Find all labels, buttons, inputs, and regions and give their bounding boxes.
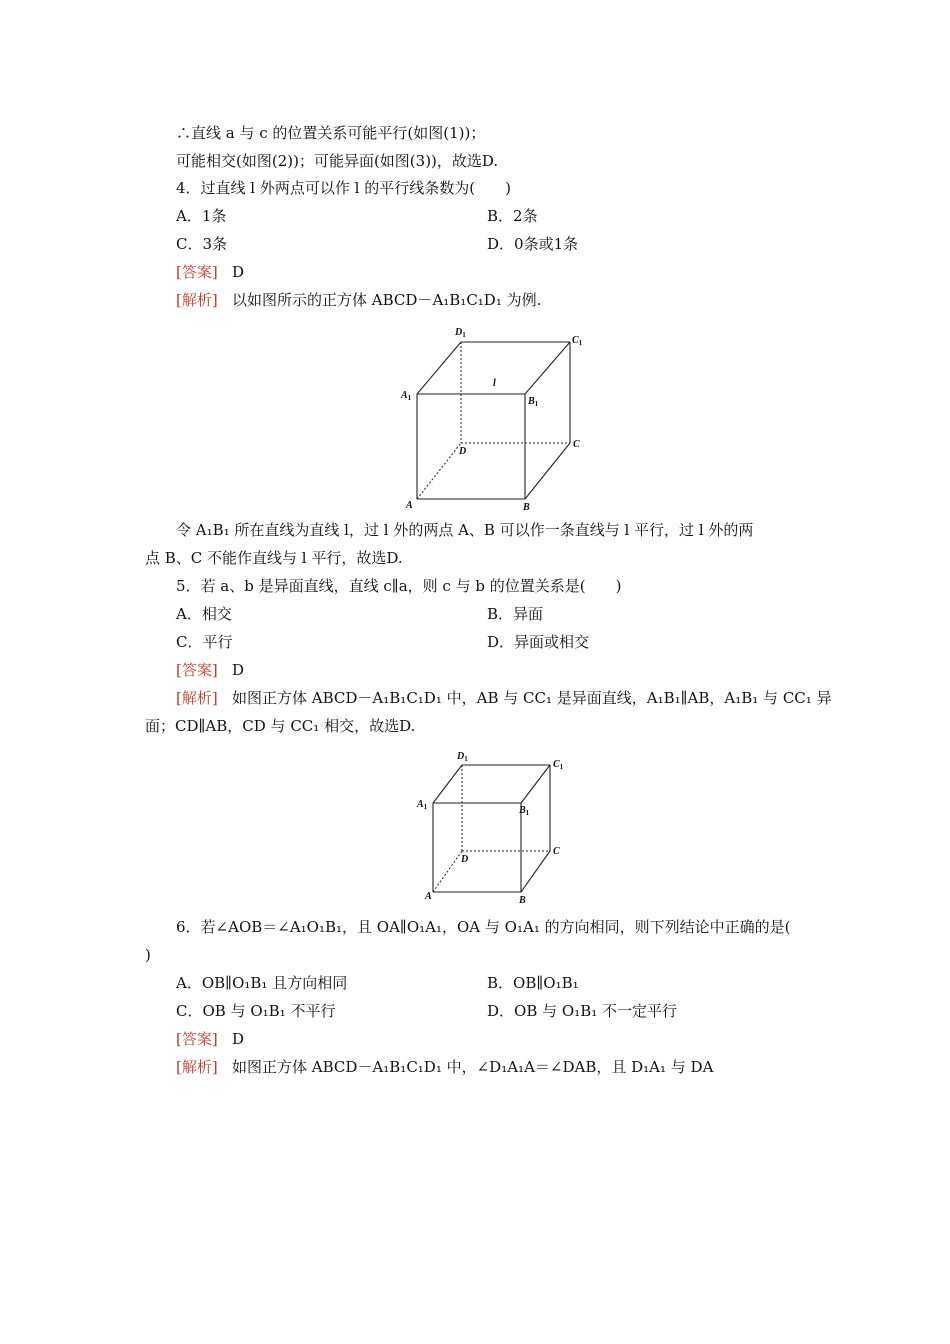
analysis-line	[176, 290, 541, 310]
option-a: A．1条	[176, 207, 227, 225]
answer-tag: [答案]	[176, 263, 218, 281]
label-b1: $B_1$	[519, 805, 530, 817]
label-b: B	[523, 502, 530, 512]
label-a1: $A_1$	[417, 799, 428, 811]
label-a: A	[425, 891, 432, 902]
option-d: D．0条或1条	[487, 235, 579, 253]
label-b: B	[519, 895, 526, 905]
option-a: A．相交	[176, 605, 232, 623]
question-4: 4．过直线 l 外两点可以作 l 的平行线条数为( )	[176, 179, 511, 197]
answer-value: D	[232, 661, 245, 679]
option-c: C．3条	[176, 235, 228, 253]
label-c1: $C_1$	[553, 759, 564, 771]
label-b1: $B_1$	[528, 396, 539, 408]
label-d1: $D_1$	[457, 751, 468, 763]
analysis-line: 面；CD∥AB，CD 与 CC₁ 相交，故选D.	[145, 717, 416, 735]
option-b: B．2条	[487, 207, 538, 225]
text-line: ∴直线 a 与 c 的位置关系可能平行(如图(1))；	[176, 124, 486, 142]
explanation-line: 点 B、C 不能作直线与 l 平行，故选D.	[145, 549, 403, 567]
label-a1: $A_1$	[401, 390, 412, 402]
option-b: B．异面	[487, 605, 544, 623]
answer-value: D	[232, 263, 245, 281]
label-c: C	[573, 439, 580, 450]
analysis-tag: [解析]	[176, 1058, 218, 1076]
answer-line	[176, 660, 244, 680]
text-line: 可能相交(如图(2))；可能异面(如图(3))，故选D.	[176, 152, 499, 170]
label-d: D	[459, 446, 467, 457]
answer-tag: [答案]	[176, 661, 218, 679]
analysis-line	[176, 688, 832, 708]
option-d: D．OB 与 O₁B₁ 不一定平行	[487, 1002, 677, 1020]
answer-line	[176, 262, 244, 282]
answer-value: D	[232, 1030, 245, 1048]
label-c1: $C_1$	[572, 335, 583, 347]
analysis-text: 如图正方体 ABCD－A₁B₁C₁D₁ 中，∠D₁A₁A＝∠DAB，且 D₁A₁ 与 DA	[232, 1058, 714, 1076]
label-d1: $D_1$	[455, 327, 466, 339]
label-a: A	[406, 500, 413, 511]
option-d: D．异面或相交	[487, 633, 590, 651]
question-5: 5．若 a、b 是异面直线，直线 c∥a，则 c 与 b 的位置关系是( )	[176, 577, 622, 595]
label-c: C	[553, 846, 560, 857]
analysis-text: 以如图所示的正方体 ABCD－A₁B₁C₁D₁ 为例.	[232, 291, 542, 309]
cube-figure-1	[395, 322, 595, 512]
question-6: 6．若∠AOB＝∠A₁O₁B₁，且 OA∥O₁A₁，OA 与 O₁A₁ 的方向相同，则下列结论中正确的是(	[176, 918, 791, 936]
explanation-line: 令 A₁B₁ 所在直线为直线 l，过 l 外的两点 A、B 可以作一条直线与 l 平行，过 l 外的两	[176, 521, 754, 539]
option-c: C．OB 与 O₁B₁ 不平行	[176, 1002, 336, 1020]
label-d: D	[461, 854, 469, 865]
analysis-line	[176, 1057, 713, 1077]
option-c: C．平行	[176, 633, 233, 651]
question-6-cont: )	[145, 946, 151, 964]
analysis-tag: [解析]	[176, 689, 218, 707]
answer-line	[176, 1029, 244, 1049]
label-l: l	[493, 378, 496, 389]
cube-figure-2	[413, 745, 573, 905]
analysis-text: 如图正方体 ABCD－A₁B₁C₁D₁ 中，AB 与 CC₁ 是异面直线，A₁B₁∥AB，A₁B₁ 与 CC₁ 异	[232, 689, 832, 707]
option-b: B．OB∥O₁B₁	[487, 974, 579, 992]
option-a: A．OB∥O₁B₁ 且方向相同	[176, 974, 348, 992]
analysis-tag: [解析]	[176, 291, 218, 309]
answer-tag: [答案]	[176, 1030, 218, 1048]
